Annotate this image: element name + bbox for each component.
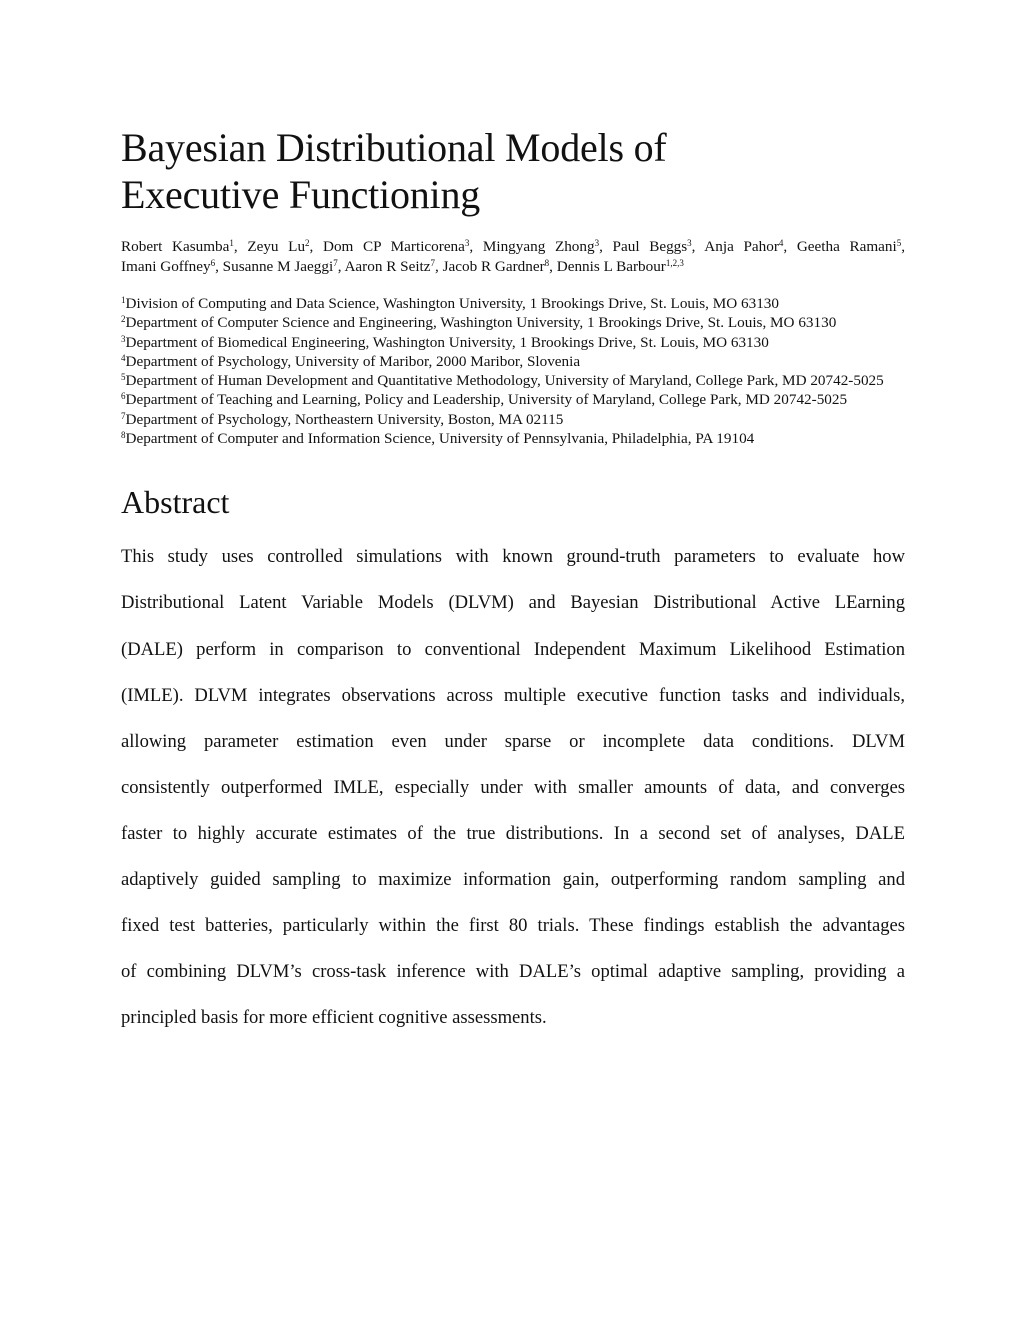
abstract-line: fixed test batteries, particularly within the first 80 trials. These findings establish the advantages xyxy=(121,915,905,937)
affiliation-text: Department of Psychology, University of Maribor, 2000 Maribor, Slovenia xyxy=(125,352,581,370)
author-separator: , xyxy=(337,258,345,275)
abstract-line: (DALE) perform in comparison to conventional Independent Maximum Likelihood Estimation xyxy=(121,638,905,660)
abstract-line: consistently outperformed IMLE, especially under with smaller amounts of data, and converges xyxy=(121,776,905,798)
author-name: Aaron R Seitz xyxy=(344,258,431,275)
author-separator: , xyxy=(691,238,705,255)
affiliation-text: Department of Computer and Information Science, University of Pennsylvania, Philadelphia, PA 19104 xyxy=(125,430,755,448)
author-name: Zeyu Lu xyxy=(247,238,306,255)
affiliation-item xyxy=(121,313,905,332)
author-separator: , xyxy=(783,238,797,255)
author-name: Jacob R Gardner xyxy=(442,258,545,275)
affiliation-item xyxy=(121,390,905,409)
paper-title-line-1: Bayesian Distributional Models of xyxy=(121,125,667,170)
affiliation-text: Department of Psychology, Northeastern University, Boston, MA 02115 xyxy=(125,410,564,428)
abstract-line: This study uses controlled simulations with known ground-truth parameters to evaluate how xyxy=(121,546,905,568)
author-affiliation-mark: 3 xyxy=(464,238,470,248)
author-line-2 xyxy=(121,257,905,277)
affiliation-item xyxy=(121,371,905,390)
paper-title-line-2: Executive Functioning xyxy=(121,172,481,217)
author-name: Dom CP Marticorena xyxy=(323,238,465,255)
affiliation-text: Department of Biomedical Engineering, Washington University, 1 Brookings Drive, St. Louis, MO 63130 xyxy=(125,333,769,351)
abstract-line: (IMLE). DLVM integrates observations across multiple executive function tasks and individuals, xyxy=(121,684,905,706)
author-line-1 xyxy=(121,237,905,257)
abstract-line: faster to highly accurate estimates of the true distributions. In a second set of analyses, DALE xyxy=(121,822,905,844)
affiliation-item xyxy=(121,429,905,448)
author-separator: , xyxy=(901,238,906,255)
author-affiliation-mark: 3 xyxy=(594,238,600,248)
author-separator: , xyxy=(215,258,223,275)
affiliation-number: 1 xyxy=(121,295,126,305)
affiliation-number: 2 xyxy=(121,314,126,325)
author-separator: , xyxy=(549,258,557,275)
author-affiliation-mark: 7 xyxy=(333,258,338,268)
paper-page xyxy=(121,124,905,1041)
abstract-heading: Abstract xyxy=(121,484,230,521)
affiliation-text: Division of Computing and Data Science, Washington University, 1 Brookings Drive, St. Louis, MO 63130 xyxy=(125,295,779,312)
abstract-line: allowing parameter estimation even under sparse or incomplete data conditions. DLVM xyxy=(121,730,905,752)
author-name: Geetha Ramani xyxy=(796,238,897,255)
author-name: Susanne M Jaeggi xyxy=(222,258,334,275)
author-affiliation-mark: 6 xyxy=(210,258,216,268)
author-name: Dennis L Barbour xyxy=(556,258,666,275)
author-list xyxy=(121,237,905,277)
author-affiliation-mark: 1,2,3 xyxy=(665,258,684,268)
author-separator: , xyxy=(233,238,248,255)
affiliation-text: Department of Computer Science and Engineering, Washington University, 1 Brookings Drive, St. Louis, MO 63130 xyxy=(125,314,837,332)
author-affiliation-mark: 2 xyxy=(305,238,310,248)
author-separator: , xyxy=(435,258,443,275)
author-affiliation-mark: 3 xyxy=(687,238,692,248)
author-affiliation-mark: 1 xyxy=(229,238,234,248)
author-affiliation-mark: 8 xyxy=(544,258,550,268)
author-separator: , xyxy=(309,238,323,255)
author-name: Paul Beggs xyxy=(612,238,688,255)
author-affiliation-mark: 5 xyxy=(896,238,902,248)
affiliation-number: 7 xyxy=(121,410,126,421)
author-separator: , xyxy=(469,238,483,255)
affiliation-number: 4 xyxy=(121,352,126,363)
affiliation-item xyxy=(121,410,905,429)
author-affiliation-mark: 7 xyxy=(430,258,435,268)
abstract-line: principled basis for more efficient cognitive assessments. xyxy=(121,1007,547,1029)
affiliation-number: 5 xyxy=(121,372,126,383)
author-name: Anja Pahor xyxy=(704,238,779,255)
author-name: Imani Goffney xyxy=(121,258,211,275)
affiliation-number: 6 xyxy=(121,391,126,402)
affiliation-text: Department of Human Development and Quantitative Methodology, University of Maryland, College Park, MD 20742-5025 xyxy=(125,372,884,390)
abstract-line: Distributional Latent Variable Models (DLVM) and Bayesian Distributional Active LEarning xyxy=(121,592,905,614)
abstract-line: of combining DLVM’s cross-task inference with DALE’s optimal adaptive sampling, providing a xyxy=(121,961,905,983)
affiliation-item xyxy=(121,352,905,371)
author-affiliation-mark: 4 xyxy=(778,238,784,248)
author-name: Robert Kasumba xyxy=(121,238,230,255)
author-separator: , xyxy=(599,238,613,255)
abstract-line: adaptively guided sampling to maximize information gain, outperforming random sampling and xyxy=(121,869,905,891)
abstract-body xyxy=(121,534,905,1041)
affiliation-number: 8 xyxy=(121,430,126,441)
affiliation-item xyxy=(121,294,905,313)
affiliation-number: 3 xyxy=(121,333,126,344)
affiliation-text: Department of Teaching and Learning, Policy and Leadership, University of Maryland, College Park, MD 20742-5025 xyxy=(125,391,848,409)
author-name: Mingyang Zhong xyxy=(482,238,595,255)
affiliation-item xyxy=(121,333,905,352)
affiliation-list xyxy=(121,294,905,448)
paper-title xyxy=(121,124,905,218)
